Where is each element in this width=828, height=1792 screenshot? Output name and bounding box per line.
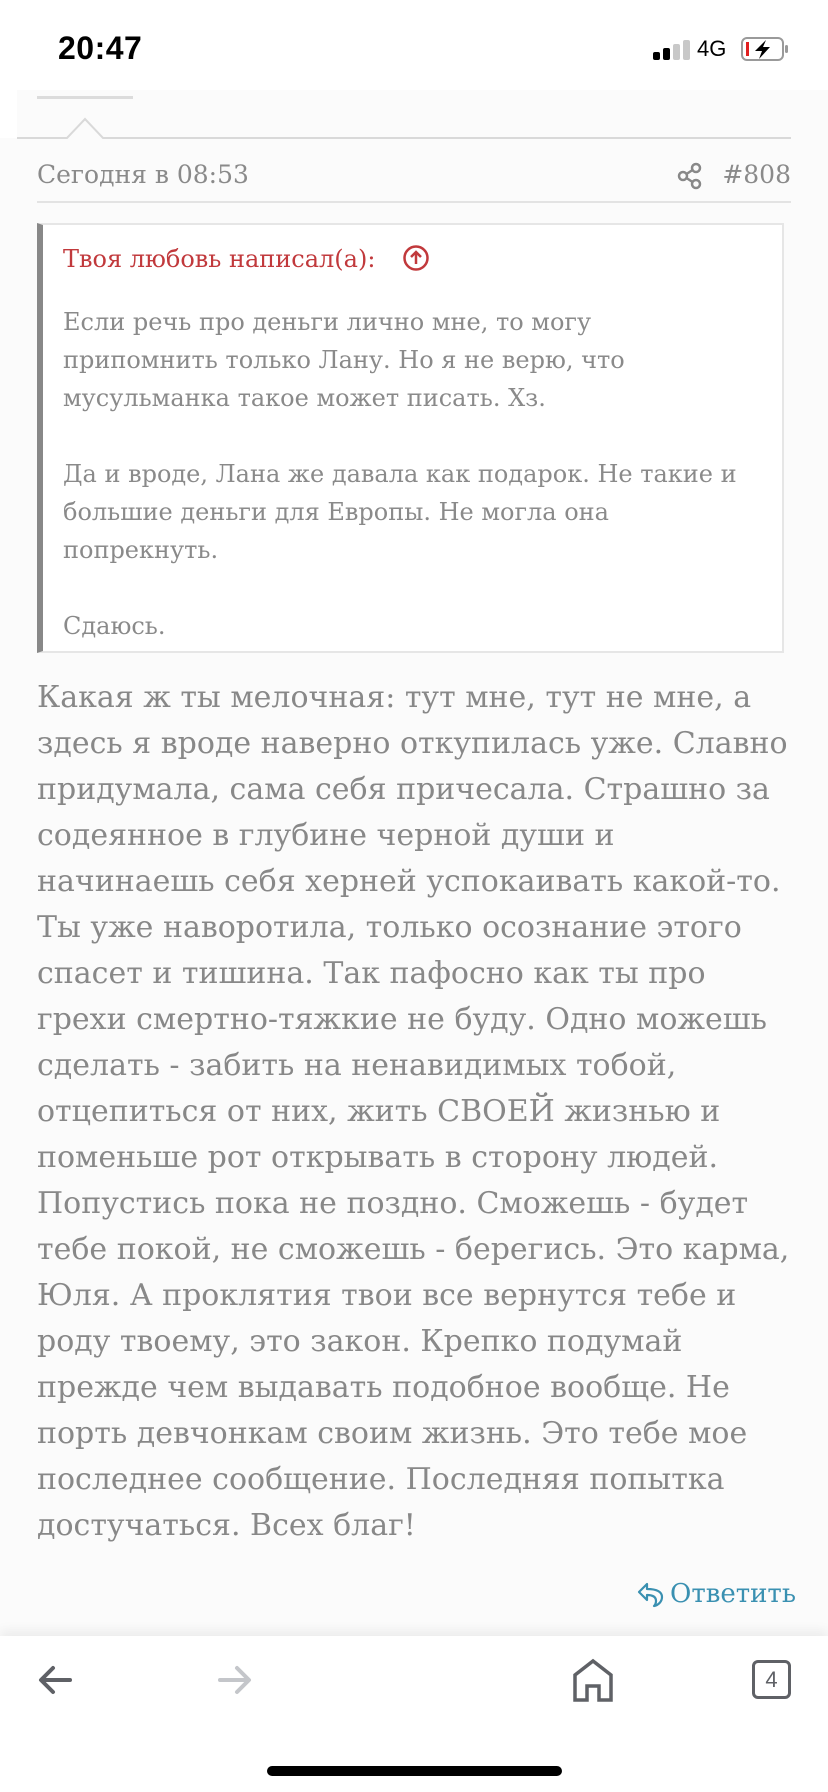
message-line: Юля. А проклятия твои все вернутся тебе и [37, 1278, 737, 1313]
message-line: сделать - забить на ненавидимых тобой, [37, 1048, 677, 1083]
quote-line: большие деньги для Европы. Не могла она [63, 498, 609, 526]
message-line: начинаешь себя херней успокаивать какой-то. [37, 864, 781, 899]
message-line: достучаться. Всех благ! [37, 1508, 416, 1543]
message-line: последнее сообщение. Последняя попытка [37, 1462, 725, 1497]
message-line: здесь я вроде наверно откупилась уже. Славно [37, 726, 788, 761]
message-line: грехи смертно-тяжкие не буду. Одно можешь [37, 1002, 767, 1037]
message-line: поменьше рот открывать в сторону людей. [37, 1140, 719, 1175]
arrow-up-circle-icon[interactable] [402, 244, 430, 272]
reply-label: Ответить [670, 1579, 796, 1609]
message-line: Какая ж ты мелочная: тут мне, тут не мне, а [37, 680, 752, 715]
message-line: роду твоему, это закон. Крепко подумай [37, 1324, 683, 1359]
message-line: порть девчонкам своим жизнь. Это тебе мое [37, 1416, 748, 1451]
quote-line: попрекнуть. [63, 536, 219, 564]
message-line: придумала, сама себя причесала. Страшно за [37, 772, 770, 807]
arrow-right-icon[interactable] [214, 1660, 254, 1700]
section-divider [0, 90, 828, 140]
message-line: содеянное в глубине черной души и [37, 818, 615, 853]
quote-line: припомнить только Лану. Но я не верю, что [63, 346, 625, 374]
message-line: отцепиться от них, жить СВОЕЙ жизнью и [37, 1094, 721, 1129]
reply-icon [636, 1580, 664, 1608]
home-indicator[interactable] [267, 1766, 562, 1776]
message-line: Ты уже наворотила, только осознание этого [37, 910, 742, 945]
quote-line: Да и вроде, Лана же давала как подарок. Не такие и [63, 460, 737, 488]
cellular-signal-icon [653, 40, 691, 60]
meta-divider [37, 201, 791, 203]
quote-block [37, 223, 784, 653]
quote-line: мусульманка такое может писать. Хз. [63, 384, 546, 412]
quote-body [63, 303, 737, 645]
message-line: спасет и тишина. Так пафосно как ты про [37, 956, 706, 991]
status-time: 20:47 [58, 30, 143, 66]
post-number-link[interactable]: #808 [722, 160, 791, 189]
post-message [37, 675, 789, 1549]
network-type: 4G [697, 36, 727, 61]
quote-line: Сдаюсь. [63, 612, 166, 640]
arrow-left-icon[interactable] [36, 1660, 76, 1700]
share-icon[interactable] [677, 162, 703, 190]
home-icon[interactable] [572, 1658, 614, 1702]
battery-charging-icon [741, 37, 789, 61]
message-line: прежде чем выдавать подобное вообще. Не [37, 1370, 730, 1405]
quote-author[interactable]: Твоя любовь написал(а): [63, 245, 376, 273]
message-line: Попустись пока не поздно. Сможешь - будет [37, 1186, 749, 1221]
tabs-button[interactable]: 4 [752, 1660, 791, 1699]
status-bar [0, 0, 828, 90]
reply-button[interactable] [636, 1576, 796, 1612]
quote-line: Если речь про деньги лично мне, то могу [63, 308, 592, 336]
post-meta [37, 160, 791, 202]
message-line: тебе покой, не сможешь - берегись. Это карма, [37, 1232, 790, 1267]
post-timestamp[interactable]: Сегодня в 08:53 [37, 160, 249, 189]
